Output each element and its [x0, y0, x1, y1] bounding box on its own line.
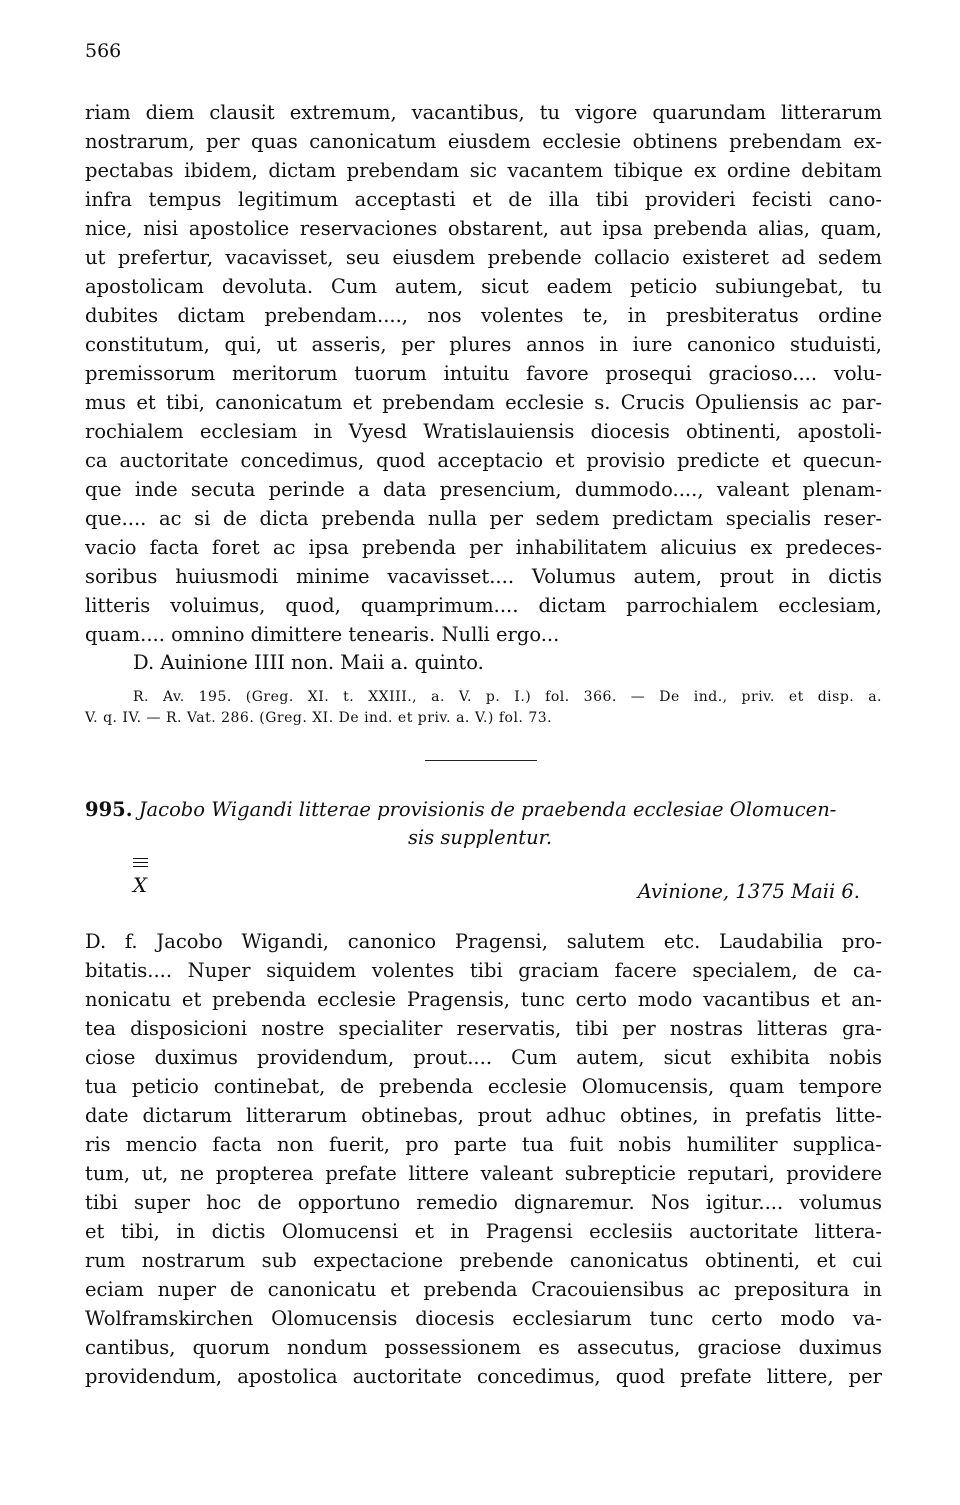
text-line: riam diem clausit extremum, vacantibus, tu vigore quarundam litterarum [85, 101, 882, 124]
text-line: dubites dictam prebendam...., nos volentes te, in presbiteratus ordine [85, 304, 882, 327]
text-line: rochialem ecclesiam in Vyesd Wratislauiensis diocesis obtinenti, apostoli- [85, 420, 882, 443]
section-divider [425, 760, 537, 761]
text-line: tum, ut, ne propterea prefate littere valeant subrepticie reputari, providere [85, 1162, 882, 1185]
page-number: 566 [85, 40, 122, 62]
text-line: nice, nisi apostolice reservaciones obstarent, aut ipsa prebenda alias, quam, [85, 217, 882, 240]
text-line: et tibi, in dictis Olomucensi et in Pragensi ecclesiis auctoritate littera- [85, 1220, 882, 1243]
text-line: nostrarum, per quas canonicatum eiusdem ecclesie obtinens prebendam ex- [85, 130, 882, 153]
entry-number: 995. [85, 798, 133, 821]
text-line: que.... ac si de dicta prebenda nulla per sedem predictam specialis reser- [85, 507, 882, 530]
text-line: apostolicam devoluta. Cum autem, sicut eadem peticio subiungebat, tu [85, 275, 882, 298]
text-line: soribus huiusmodi minime vacavisset.... Volumus autem, prout in dictis [85, 565, 882, 588]
text-line: ciose duximus providendum, prout.... Cum autem, sicut exhibita nobis [85, 1046, 882, 1069]
text-line: ca auctoritate concedimus, quod acceptacio et provisio predicte et quecun- [85, 449, 882, 472]
text-line: ris mencio facta non fuerit, pro parte tua fuit nobis humiliter supplica- [85, 1133, 882, 1156]
text-line: nonicatu et prebenda ecclesie Pragensis, tunc certo modo vacantibus et an- [85, 988, 882, 1011]
entry-title: Jacobo Wigandi litterae provisionis de praebenda ecclesiae Olomucen- [138, 798, 837, 821]
triple-bar-icon [133, 858, 148, 867]
text-line: eciam nuper de canonicatu et prebenda Cracouiensibus ac prepositura in [85, 1278, 882, 1301]
margin-mark [130, 858, 150, 895]
text-line: ut prefertur, vacavisset, seu eiusdem prebende collacio existeret ad sedem [85, 246, 882, 269]
dating-clause: D. Auinione IIII non. Maii a. quinto. [133, 651, 484, 674]
text-line: mus et tibi, canonicatum et prebendam ecclesie s. Crucis Opuliensis ac par- [85, 391, 882, 414]
text-line: rum nostrarum sub expectacione prebende canonicatus obtinenti, et cui [85, 1249, 882, 1272]
text-line: bitatis.... Nuper siquidem volentes tibi graciam facere specialem, de ca- [85, 959, 882, 982]
place-date: Avinione, 1375 Maii 6. [637, 880, 860, 903]
text-line: tea disposicioni nostre specialiter reservatis, tibi per nostras litteras gra- [85, 1017, 882, 1040]
text-line: cantibus, quorum nondum possessionem es assecutus, graciose duximus [85, 1336, 882, 1359]
text-line: premissorum meritorum tuorum intuitu favore prosequi gracioso.... volu- [85, 362, 882, 385]
reference-line: R. Av. 195. (Greg. XI. t. XXIII., a. V. p. I.) fol. 366. — De ind., priv. et disp. a. [133, 689, 882, 705]
text-line: constitutum, qui, ut asseris, per plures annos in iure canonico studuisti, [85, 333, 882, 356]
entry-heading [85, 796, 882, 824]
margin-letter: X [132, 873, 148, 897]
text-line: D. f. Jacobo Wigandi, canonico Pragensi, salutem etc. Laudabilia pro- [85, 930, 882, 953]
text-line: litteris voluimus, quod, quamprimum.... dictam parrochialem ecclesiam, [85, 594, 882, 617]
text-line: pectabas ibidem, dictam prebendam sic vacantem tibique ex ordine debitam [85, 159, 882, 182]
entry-title-continued: sis supplentur. [407, 826, 553, 849]
reference-line: V. q. IV. — R. Vat. 286. (Greg. XI. De ind. et priv. a. V.) fol. 73. [85, 710, 553, 726]
text-line: que inde secuta perinde a data presencium, dummodo...., valeant plenam- [85, 478, 882, 501]
text-line: tibi super hoc de opportuno remedio dignaremur. Nos igitur.... volumus [85, 1191, 882, 1214]
text-line: date dictarum litterarum obtinebas, prout adhuc obtines, in prefatis litte- [85, 1104, 882, 1127]
text-line: tua peticio continebat, de prebenda ecclesie Olomucensis, quam tempore [85, 1075, 882, 1098]
text-line: infra tempus legitimum acceptasti et de illa tibi provideri fecisti cano- [85, 188, 882, 211]
text-line: Wolframskirchen Olomucensis diocesis ecclesiarum tunc certo modo va- [85, 1307, 882, 1330]
text-line: quam.... omnino dimittere tenearis. Nulli ergo... [85, 623, 560, 646]
text-line: vacio facta foret ac ipsa prebenda per inhabilitatem alicuius ex predeces- [85, 536, 882, 559]
text-line: providendum, apostolica auctoritate concedimus, quod prefate littere, per [85, 1365, 882, 1388]
